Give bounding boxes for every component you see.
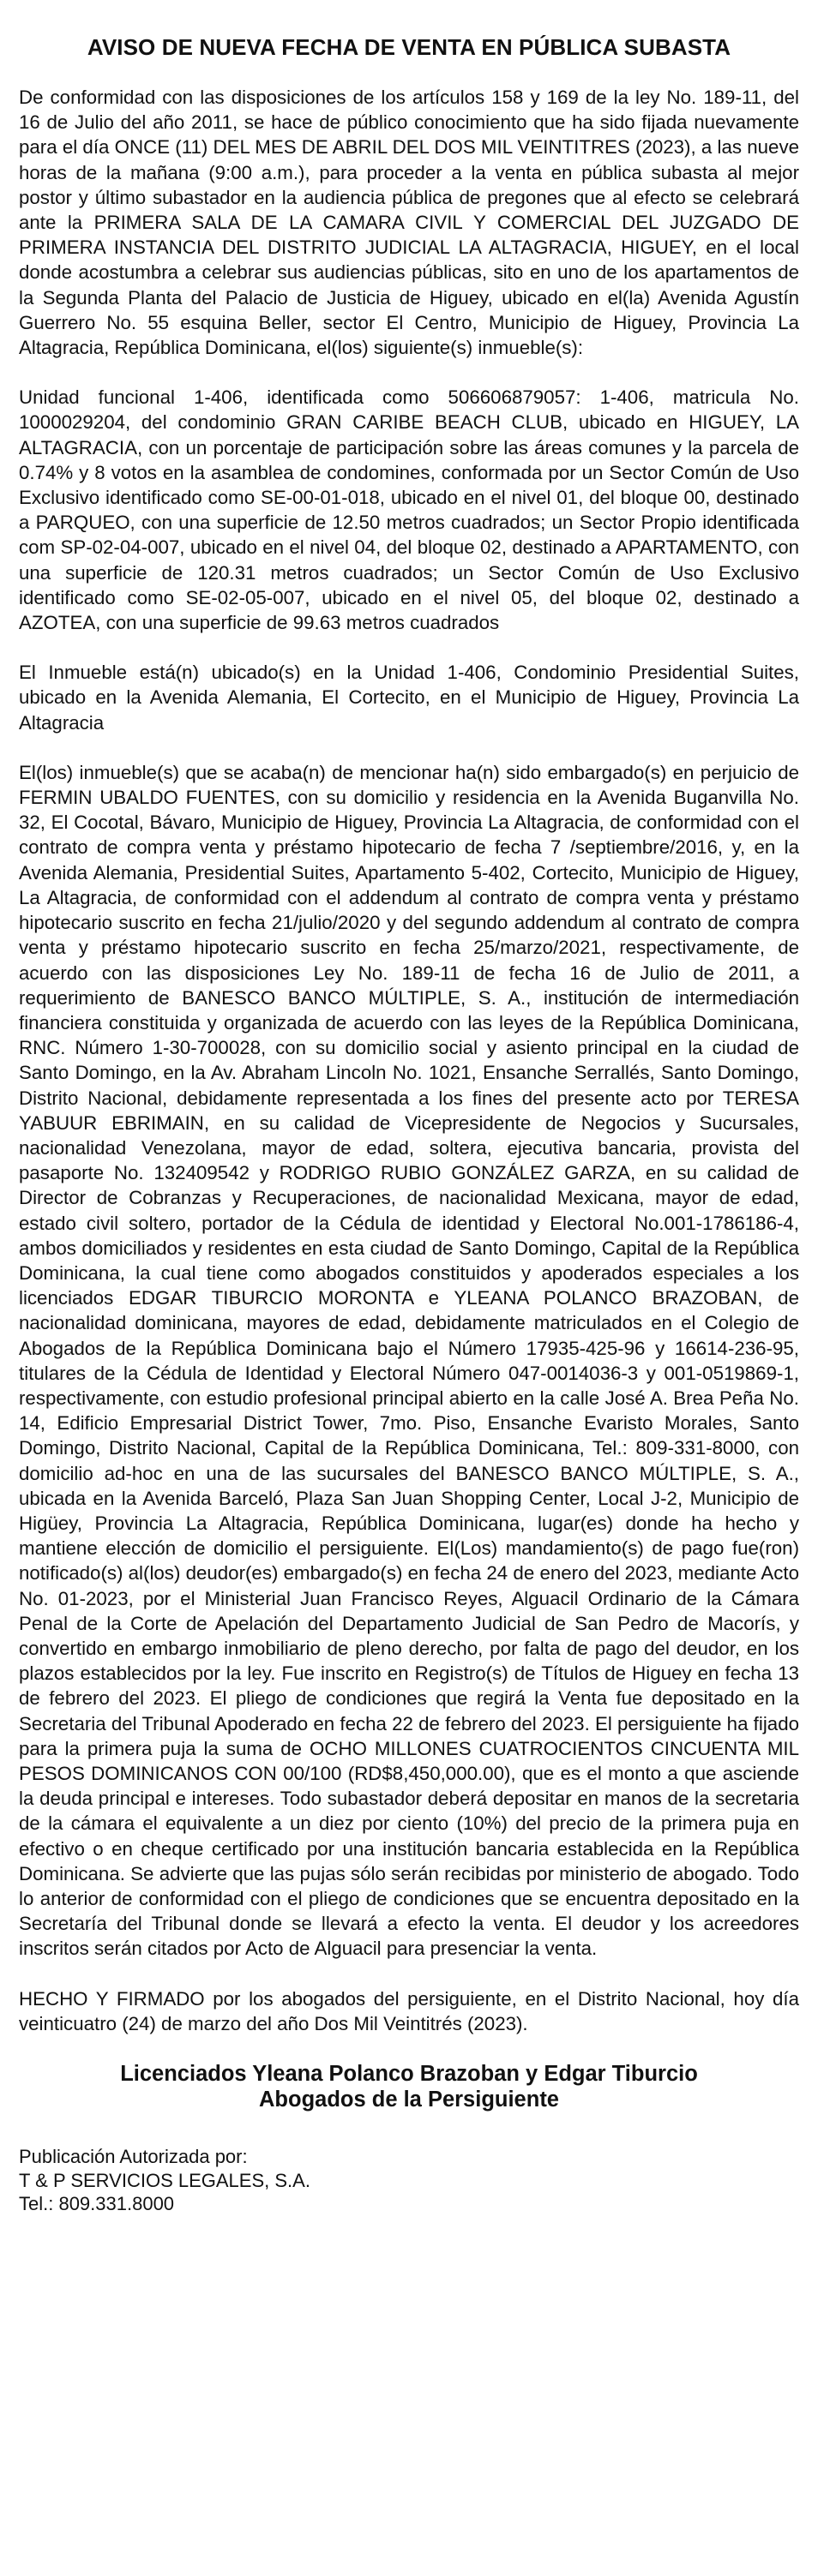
publication-phone: Tel.: 809.331.8000 (19, 2193, 175, 2215)
paragraph-property-description: Unidad funcional 1-406, identificada como 506606879057: 1-406, matricula No. 1000029204, del condominio GRAN CARIBE BEACH CLUB, ubicado en HIGUEY, LA ALTAGRACIA, con un porcentaje de participación sobre las áreas comunes y la parcela de 0.74% y 8 votos en la asamblea de condomines, conformada por un Sector Común de Uso Exclusivo identificado como SE-00-01-018, ubicado en el nivel 01, del bloque 00, destinado a PARQUEO, con una superficie de 12.50 metros cuadrados; un Sector Propio identificada com SP-02-04-007, ubicado en el nivel 04, del bloque 02, destinado a APARTAMENTO, con una superficie de 120.31 metros cuadrados; un Sector Común de Uso Exclusivo identificado como SE-02-05-007, ubicado en el nivel 05, del bloque 02, destinado a AZOTEA, con una superficie de 99.63 metros cuadrados (19, 386, 799, 634)
publication-block (19, 2145, 799, 2216)
publication-label: Publicación Autorizada por: (19, 2146, 248, 2168)
notice-title: AVISO DE NUEVA FECHA DE VENTA EN PÚBLICA SUBASTA (87, 34, 731, 60)
signature-block (19, 2061, 799, 2112)
paragraph-seizure-details: El(los) inmueble(s) que se acaba(n) de mencionar ha(n) sido embargado(s) en perjuicio de FERMIN UBALDO FUENTES, con su domicilio y residencia en la Avenida Buganvilla No. 32, El Cocotal, Bávaro, Municipio de Higuey, Provincia La Altagracia, de conformidad con el contrato de compra venta y préstamo hipotecario de fecha 7 /septiembre/2016, y, en la Avenida Alemania, Presidential Suites, Apartamento 5-402, Cortecito, Municipio de Higuey, La Altagracia, de conformidad con el addendum al contrato de compra venta y préstamo hipotecario suscrito en fecha 21/julio/2020 y del segundo addendum al contrato de compra venta y préstamo hipotecario suscrito en fecha 25/marzo/2021, respectivamente, de acuerdo con las disposiciones Ley No. 189-11 de fecha 16 de Julio de 2011, a requerimiento de BANESCO BANCO MÚLTIPLE, S. A., institución de intermediación financiera constituida y organizada de acuerdo con las leyes de la República Dominicana, RNC. Número 1-30-700028, con su domicilio social y asiento principal en la ciudad de Santo Domingo, en la Av. Abraham Lincoln No. 1021, Ensanche Serrallés, Santo Domingo, Distrito Nacional, debidamente representada a los fines del presente acto por TERESA YABUUR EBRIMAIN, en su calidad de Vicepresidente de Negocios y Sucursales, nacionalidad Venezolana, mayor de edad, soltera, ejecutiva bancaria, provista del pasaporte No. 132409542 y RODRIGO RUBIO GONZÁLEZ GARZA, en su calidad de Director de Cobranzas y Recuperaciones, de nacionalidad Mexicana, mayor de edad, estado civil soltero, portador de la Cédula de identidad y Electoral No.001-1786186-4, ambos domiciliados y residentes en esta ciudad de Santo Domingo, Capital de la República Dominicana, la cual tiene como abogados constituidos y apoderados especiales a los licenciados EDGAR TIBURCIO MORONTA e YLEANA POLANCO BRAZOBAN, de nacionalidad dominicana, mayores de edad, debidamente matriculados en el Colegio de Abogados de la República Dominicana bajo el Número 17935-425-96 y 16614-236-95, titulares de la Cédula de Identidad y Electoral Número 047-0014036-3 y 001-0519869-1, respectivamente, con estudio profesional principal abierto en la calle José A. Brea Peña No. 14, Edificio Empresarial District Tower, 7mo. Piso, Ensanche Evaristo Morales, Santo Domingo, Distrito Nacional, Capital de la República Dominicana, Tel.: 809-331-8000, con domicilio ad-hoc en una de las sucursales del BANESCO BANCO MÚLTIPLE, S. A., ubicada en la Avenida Barceló, Plaza San Juan Shopping Center, Local J-2, Municipio de Higüey, Provincia La Altagracia, República Dominicana, lugar(es) donde ha hecho y mantiene elección de domicilio el persiguiente. El(Los) mandamiento(s) de pago fue(ron) notificado(s) al(los) deudor(es) embargado(s) en fecha 24 de enero del 2023, mediante Acto No. 01-2023, por el Ministerial Juan Francisco Reyes, Alguacil Ordinario de la Cámara Penal de la Corte de Apelación del Departamento Judicial de San Pedro de Macorís, y convertido en embargo inmobiliario de pleno derecho, por falta de pago del deudor, en los plazos establecidos por la ley. Fue inscrito en Registro(s) de Títulos de Higuey en fecha 13 de febrero del 2023. El pliego de condiciones que regirá la Venta fue depositado en la Secretaria del Tribunal Apoderado en fecha 22 de febrero del 2023. El persiguiente ha fijado para la primera puja la suma de OCHO MILLONES CUATROCIENTOS CINCUENTA MIL PESOS DOMINICANOS CON 00/100 (RD$8,450,000.00), que es el monto a que asciende la deuda principal e intereses. Todo subastador deberá depositar en manos de la secretaria de la cámara el equivalente a un diez por ciento (10%) del precio de la primera puja en efectivo o en cheque certificado por una institución bancaria establecida en la República Dominicana. Se advierte que las pujas sólo serán recibidas por ministerio de abogado. Todo lo anterior de conformidad con el pliego de condiciones que se encuentra depositado en la Secretaría del Tribunal donde se llevará a efecto la venta. El deudor y los acreedores inscritos serán citados por Acto de Alguacil para presenciar la venta. (19, 761, 799, 1960)
signature-role: Abogados de la Persiguiente (259, 2088, 559, 2112)
paragraph-signed: HECHO Y FIRMADO por los abogados del persiguiente, en el Distrito Nacional, hoy día veinticuatro (24) de marzo del año Dos Mil Veintitrés (2023). (19, 1987, 799, 2034)
signature-lawyers: Licenciados Yleana Polanco Brazoban y Edgar Tiburcio (120, 2062, 698, 2087)
publication-company: T & P SERVICIOS LEGALES, S.A. (19, 2169, 310, 2191)
paragraph-property-location: El Inmueble está(n) ubicado(s) en la Unidad 1-406, Condominio Presidential Suites, ubicado en la Avenida Alemania, El Cortecito, en el Municipio de Higuey, Provincia La Altagracia (19, 662, 799, 734)
paragraph-auction-date: De conformidad con las disposiciones de los artículos 158 y 169 de la ley No. 189-11, del 16 de Julio del año 2011, se hace de público conocimiento que ha sido fijada nuevamente para el día ONCE (11) DEL MES DE ABRIL DEL DOS MIL VEINTITRES (2023), a las nueve horas de la mañana (9:00 a.m.), para proceder a la venta en pública subasta al mejor postor y último subastador en la audiencia pública de pregones que al efecto se celebrará ante la PRIMERA SALA DE LA CAMARA CIVIL Y COMERCIAL DEL JUZGADO DE PRIMERA INSTANCIA DEL DISTRITO JUDICIAL LA ALTAGRACIA, HIGUEY, en el local donde acostumbra a celebrar sus audiencias públicas, sito en uno de los apartamentos de la Segunda Planta del Palacio de Justicia de Higuey, ubicado en el(la) Avenida Agustín Guerrero No. 55 esquina Beller, sector El Centro, Municipio de Higuey, Provincia La Altagracia, República Dominicana, el(los) siguiente(s) inmueble(s): (19, 87, 799, 359)
